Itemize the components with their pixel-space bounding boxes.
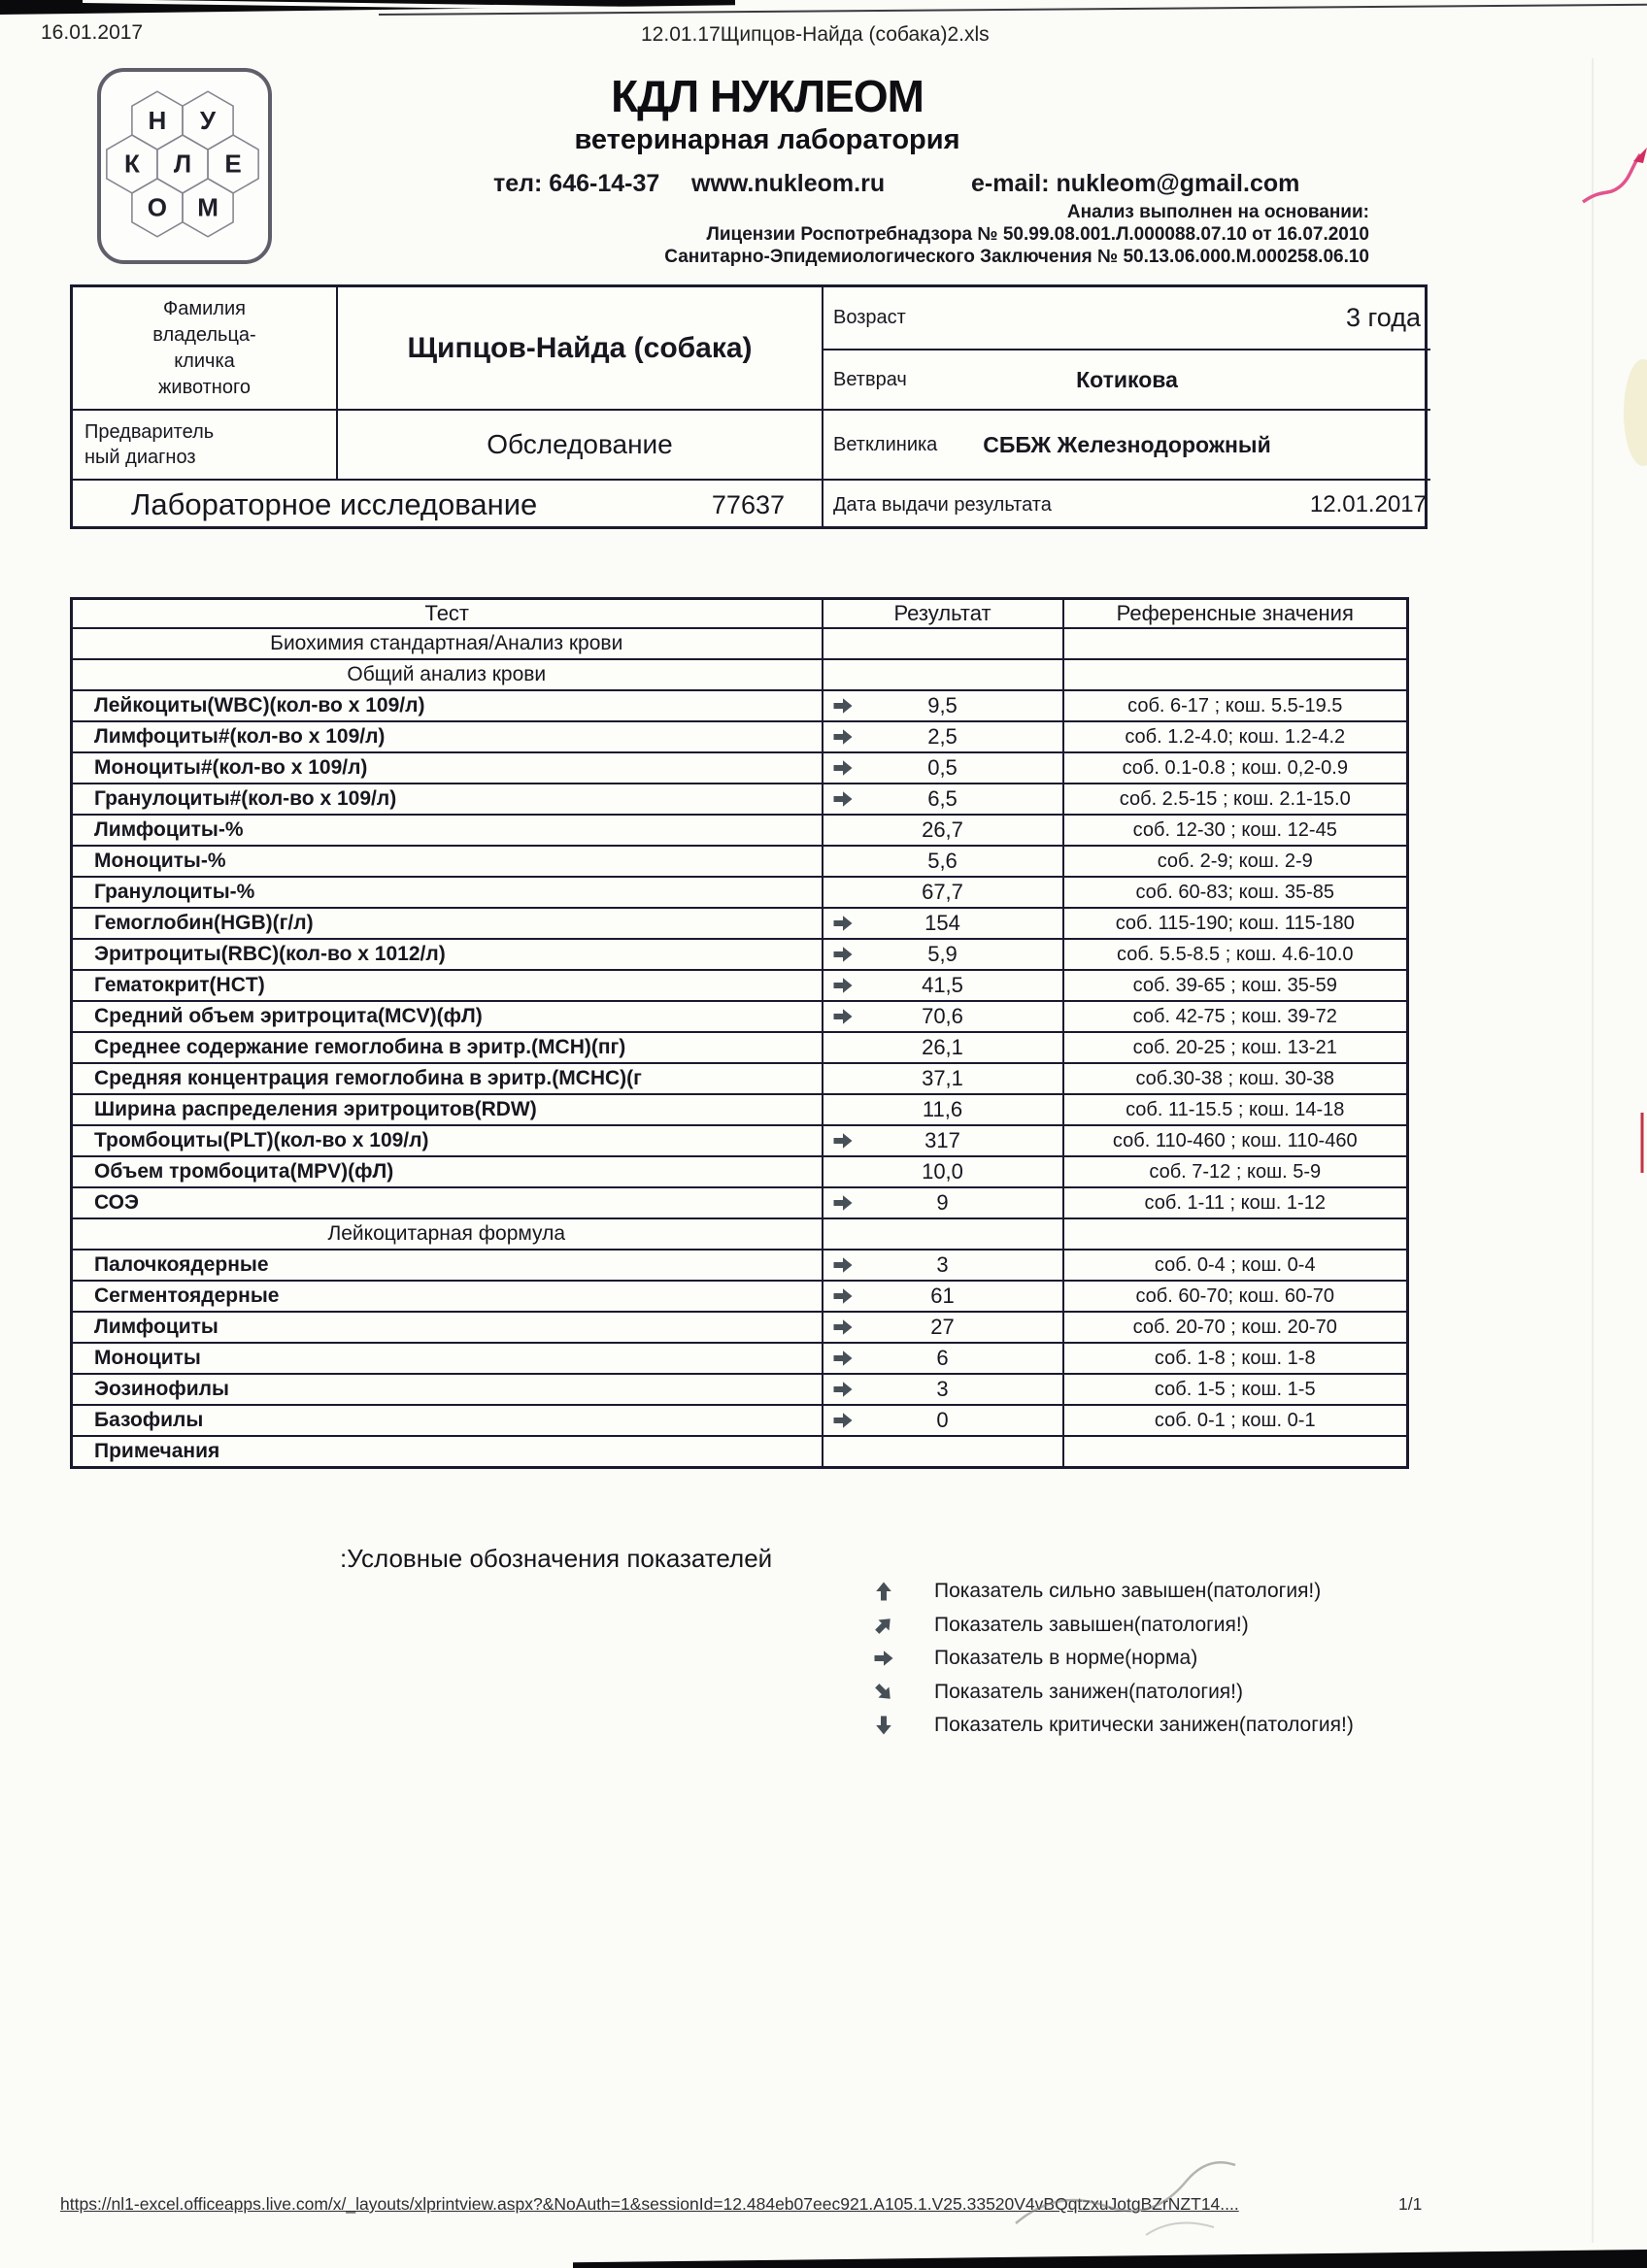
result-value: 0 — [936, 1408, 949, 1432]
logo-letter: М — [197, 192, 218, 222]
table-row — [72, 1063, 1408, 1094]
owner-label: Фамилия владельца- кличка животного — [73, 287, 338, 411]
table-row — [72, 939, 1408, 970]
section-row-label: Общий анализ крови — [72, 659, 823, 690]
reference-cell: соб. 12-30 ; кош. 12-45 — [1063, 815, 1408, 846]
reference-cell: соб. 2-9; кош. 2-9 — [1063, 846, 1408, 877]
vet-value: Котикова — [1076, 366, 1178, 392]
table-row — [72, 1343, 1408, 1374]
legend-title: :Условные обозначения показателей — [340, 1544, 773, 1573]
results-header-row — [72, 599, 1408, 629]
test-name-cell: Среднее содержание гемоглобина в эритр.(MCH)(пг) — [72, 1032, 823, 1063]
clinic-value: СББЖ Железнодорожный — [983, 431, 1271, 457]
table-row — [72, 1032, 1408, 1063]
reference-cell: соб. 1-8 ; кош. 1-8 — [1063, 1343, 1408, 1374]
result-cell — [823, 1032, 1063, 1063]
table-row — [72, 1001, 1408, 1032]
result-cell — [823, 1094, 1063, 1125]
table-row — [72, 815, 1408, 846]
logo-letter: Л — [173, 149, 192, 179]
result-value: 9,5 — [927, 693, 958, 717]
age-label: Возраст — [833, 307, 906, 328]
result-value: 10,0 — [922, 1159, 963, 1184]
logo-letter: У — [199, 105, 217, 135]
table-row — [72, 1187, 1408, 1218]
result-value: 11,6 — [922, 1097, 963, 1121]
age-value: 3 года — [1346, 303, 1421, 332]
test-name-cell: Базофилы — [72, 1405, 823, 1436]
test-name-cell: Палочкоядерные — [72, 1250, 823, 1281]
table-row — [72, 1156, 1408, 1187]
legend-item — [872, 1709, 1354, 1743]
result-cell — [823, 877, 1063, 908]
result-cell — [823, 1001, 1063, 1032]
result-cell — [823, 1281, 1063, 1312]
table-row — [72, 628, 1408, 659]
table-row — [72, 1405, 1408, 1436]
diagnosis-label: Предваритель ный диагноз — [73, 411, 338, 481]
table-row — [72, 1436, 1408, 1467]
table-row — [72, 1125, 1408, 1156]
reference-cell: соб. 0.1-0.8 ; кош. 0,2-0.9 — [1063, 752, 1408, 784]
result-cell — [823, 1374, 1063, 1405]
legend-item-label: Показатель завышен(патология!) — [934, 1613, 1249, 1636]
reference-cell: соб. 20-70 ; кош. 20-70 — [1063, 1312, 1408, 1343]
result-cell — [823, 628, 1063, 659]
result-value: 9 — [936, 1190, 949, 1215]
exam-row — [73, 481, 824, 529]
clinic-row — [824, 411, 1430, 481]
result-value: 41,5 — [922, 973, 963, 997]
result-cell — [823, 1405, 1063, 1436]
legend-item-label: Показатель занижен(патология!) — [934, 1680, 1244, 1703]
legend-item-label: Показатель сильно завышен(патология!) — [934, 1580, 1322, 1603]
lab-email: e-mail: nukleom@gmail.com — [971, 170, 1300, 197]
test-name-cell: Лейкоциты(WBC)(кол-во х 109/л) — [72, 690, 823, 721]
results-table — [70, 597, 1409, 1469]
reference-cell: соб. 39-65 ; кош. 35-59 — [1063, 970, 1408, 1001]
test-name-cell: Моноциты-% — [72, 846, 823, 877]
table-row — [72, 1312, 1408, 1343]
test-name-cell: Примечания — [72, 1436, 823, 1467]
test-name-cell: Гемоглобин(HGB)(г/л) — [72, 908, 823, 939]
test-name-cell: Моноциты — [72, 1343, 823, 1374]
table-row — [72, 908, 1408, 939]
logo-letter: Е — [224, 149, 242, 179]
test-name-cell: Гранулоциты-% — [72, 877, 823, 908]
arrow-right-icon — [831, 974, 855, 997]
arrow-right-icon — [831, 787, 855, 811]
reference-cell: соб. 0-1 ; кош. 0-1 — [1063, 1405, 1408, 1436]
arrow-right-icon — [831, 912, 855, 935]
reference-cell — [1063, 628, 1408, 659]
table-row — [72, 877, 1408, 908]
reference-cell: соб. 60-70; кош. 60-70 — [1063, 1281, 1408, 1312]
result-date-row — [824, 481, 1430, 529]
result-value: 37,1 — [922, 1066, 963, 1090]
test-name-cell: Средняя концентрация гемоглобина в эритр.(MCHC)(г — [72, 1063, 823, 1094]
test-name-cell: Эозинофилы — [72, 1374, 823, 1405]
section-row-label: Биохимия стандартная/Анализ крови — [72, 628, 823, 659]
table-row — [72, 846, 1408, 877]
result-value: 2,5 — [927, 724, 958, 749]
test-name-cell: Ширина распределения эритроцитов(RDW) — [72, 1094, 823, 1125]
result-value: 0,5 — [927, 755, 958, 780]
vet-label: Ветврач — [833, 368, 907, 390]
test-name-cell: Лимфоциты-% — [72, 815, 823, 846]
result-cell — [823, 1063, 1063, 1094]
pink-pen-mark — [1583, 154, 1640, 202]
legend-item — [872, 1609, 1354, 1643]
results-tbody — [72, 628, 1408, 1467]
legend-item — [872, 1676, 1354, 1710]
section-row-label: Лейкоцитарная формула — [72, 1218, 823, 1250]
arrow-right-icon — [831, 725, 855, 749]
lab-logo — [97, 68, 272, 264]
scan-bottom-black-bar — [573, 2250, 1647, 2268]
test-name-cell: Лимфоциты#(кол-во х 109/л) — [72, 721, 823, 752]
reference-cell — [1063, 1218, 1408, 1250]
reference-cell — [1063, 659, 1408, 690]
result-cell — [823, 846, 1063, 877]
arrow-right-icon — [831, 756, 855, 780]
reference-cell: соб. 1-11 ; кош. 1-12 — [1063, 1187, 1408, 1218]
legend-item — [872, 1642, 1354, 1676]
arrow-right-icon — [872, 1647, 895, 1670]
header-reference: Референсные значения — [1063, 599, 1408, 629]
arrow-right-icon — [831, 694, 855, 717]
arrow-right-icon — [831, 943, 855, 966]
header-result: Результат — [823, 599, 1063, 629]
result-cell — [823, 1312, 1063, 1343]
logo-letter: К — [123, 149, 140, 179]
reference-cell: соб.30-38 ; кош. 30-38 — [1063, 1063, 1408, 1094]
result-value: 27 — [930, 1315, 955, 1339]
result-date-label: Дата выдачи результата — [833, 493, 1052, 516]
test-name-cell: Гематокрит(HCT) — [72, 970, 823, 1001]
result-value: 6 — [936, 1346, 949, 1370]
result-cell — [823, 970, 1063, 1001]
owner-value: Щипцов-Найда (собака) — [338, 287, 824, 411]
clinic-label: Ветклиника — [833, 433, 938, 455]
legend — [872, 1575, 1354, 1743]
result-cell — [823, 721, 1063, 752]
reference-cell — [1063, 1436, 1408, 1467]
reference-cell: соб. 7-12 ; кош. 5-9 — [1063, 1156, 1408, 1187]
arrow-right-icon — [831, 1005, 855, 1028]
honeycomb-logo-icon — [103, 74, 262, 254]
result-date-value: 12.01.2017 — [1309, 491, 1427, 517]
result-cell — [823, 659, 1063, 690]
test-name-cell: Тромбоциты(PLT)(кол-во х 109/л) — [72, 1125, 823, 1156]
arrow-right-icon — [831, 1409, 855, 1432]
reference-cell: соб. 42-75 ; кош. 39-72 — [1063, 1001, 1408, 1032]
result-value: 154 — [924, 911, 960, 935]
result-cell — [823, 1125, 1063, 1156]
result-value: 61 — [930, 1284, 955, 1308]
table-row — [72, 659, 1408, 690]
table-row — [72, 690, 1408, 721]
result-cell — [823, 752, 1063, 784]
pencil-scribble-2 — [1146, 2223, 1214, 2236]
table-row — [72, 1250, 1408, 1281]
reference-cell: соб. 110-460 ; кош. 110-460 — [1063, 1125, 1408, 1156]
license-line-1: Лицензии Роспотребнадзора № 50.99.08.001.Л.000088.07.10 от 16.07.2010 — [706, 224, 1369, 245]
result-cell — [823, 939, 1063, 970]
test-name-cell: Эритроциты(RBC)(кол-во х 1012/л) — [72, 939, 823, 970]
reference-cell: соб. 115-190; кош. 115-180 — [1063, 908, 1408, 939]
reference-cell: соб. 0-4 ; кош. 0-4 — [1063, 1250, 1408, 1281]
table-row — [72, 1374, 1408, 1405]
result-value: 5,9 — [927, 942, 958, 966]
result-cell — [823, 1250, 1063, 1281]
test-name-cell: Объем тромбоцита(MPV)(фЛ) — [72, 1156, 823, 1187]
test-name-cell: Средний объем эритроцита(MCV)(фЛ) — [72, 1001, 823, 1032]
reference-cell: соб. 1.2-4.0; кош. 1.2-4.2 — [1063, 721, 1408, 752]
arrow-down-icon — [872, 1714, 895, 1737]
table-row — [72, 721, 1408, 752]
print-date: 16.01.2017 — [41, 21, 144, 44]
lab-name: КДЛ НУКЛЕОМ — [611, 71, 924, 121]
reference-cell: соб. 2.5-15 ; кош. 2.1-15.0 — [1063, 784, 1408, 815]
result-cell — [823, 815, 1063, 846]
vet-row — [824, 350, 1430, 411]
table-row — [72, 1281, 1408, 1312]
result-cell — [823, 1218, 1063, 1250]
table-row — [72, 752, 1408, 784]
result-cell — [823, 1343, 1063, 1374]
lab-phone: тел: 646-14-37 — [493, 170, 660, 197]
result-cell — [823, 690, 1063, 721]
test-name-cell: СОЭ — [72, 1187, 823, 1218]
analysis-basis-title: Анализ выполнен на основании: — [1066, 202, 1369, 222]
result-value: 26,7 — [922, 817, 963, 842]
exam-number: 77637 — [711, 489, 785, 519]
arrow-right-icon — [831, 1347, 855, 1370]
footer-url: https://nl1-excel.officeapps.live.com/x/_layouts/xlprintview.aspx?&NoAuth=1&sessionId=12.484eb07eec921.A105.1.V25.33520V4vBQqtzxuJotgBZrNZT14.... — [60, 2194, 1239, 2214]
logo-letter: Н — [148, 105, 167, 135]
arrow-right-icon — [831, 1316, 855, 1339]
reference-cell: соб. 1-5 ; кош. 1-5 — [1063, 1374, 1408, 1405]
exam-label: Лабораторное исследование — [131, 487, 538, 521]
table-row — [72, 1218, 1408, 1250]
result-value: 67,7 — [922, 880, 963, 904]
page-indicator: 1/1 — [1398, 2194, 1423, 2214]
file-name: 12.01.17Щипцов-Найда (собака)2.xls — [641, 23, 990, 46]
result-value: 70,6 — [922, 1004, 963, 1028]
arrow-right-icon — [831, 1129, 855, 1152]
pink-pen-mark-tip — [1633, 148, 1647, 163]
result-value: 26,1 — [922, 1035, 963, 1059]
diagnosis-value: Обследование — [338, 411, 824, 481]
test-name-cell: Сегментоядерные — [72, 1281, 823, 1312]
table-row — [72, 970, 1408, 1001]
test-name-cell: Лимфоциты — [72, 1312, 823, 1343]
result-cell — [823, 1156, 1063, 1187]
header-test: Тест — [72, 599, 823, 629]
arrow-up-right-icon — [872, 1614, 895, 1637]
scan-yellow-smudge — [1624, 359, 1647, 466]
arrow-up-icon — [872, 1580, 895, 1603]
arrow-right-icon — [831, 1378, 855, 1401]
reference-cell: соб. 6-17 ; кош. 5.5-19.5 — [1063, 690, 1408, 721]
result-cell — [823, 908, 1063, 939]
license-line-2: Санитарно-Эпидемиологического Заключения № 50.13.06.000.М.000258.06.10 — [664, 247, 1369, 267]
table-row — [72, 1094, 1408, 1125]
result-cell — [823, 784, 1063, 815]
reference-cell: соб. 20-25 ; кош. 13-21 — [1063, 1032, 1408, 1063]
test-name-cell: Моноциты#(кол-во х 109/л) — [72, 752, 823, 784]
legend-item — [872, 1575, 1354, 1609]
lab-website: www.nukleom.ru — [691, 170, 886, 197]
arrow-right-icon — [831, 1284, 855, 1308]
age-row — [824, 287, 1430, 350]
reference-cell: соб. 5.5-8.5 ; кош. 4.6-10.0 — [1063, 939, 1408, 970]
result-value: 6,5 — [927, 786, 958, 811]
legend-item-label: Показатель критически занижен(патология!) — [934, 1714, 1354, 1737]
arrow-right-icon — [831, 1253, 855, 1277]
lab-subtitle: ветеринарная лаборатория — [574, 124, 960, 155]
result-cell — [823, 1436, 1063, 1467]
reference-cell: соб. 11-15.5 ; кош. 14-18 — [1063, 1094, 1408, 1125]
result-value: 3 — [936, 1377, 949, 1401]
result-value: 3 — [936, 1252, 949, 1277]
arrow-down-right-icon — [872, 1681, 895, 1704]
result-value: 317 — [924, 1128, 960, 1152]
reference-cell: соб. 60-83; кош. 35-85 — [1063, 877, 1408, 908]
legend-item-label: Показатель в норме(норма) — [934, 1647, 1198, 1670]
logo-letter: О — [147, 192, 168, 222]
table-row — [72, 784, 1408, 815]
patient-info-table — [70, 284, 1428, 529]
result-value: 5,6 — [927, 849, 958, 873]
result-cell — [823, 1187, 1063, 1218]
arrow-right-icon — [831, 1191, 855, 1215]
test-name-cell: Гранулоциты#(кол-во х 109/л) — [72, 784, 823, 815]
